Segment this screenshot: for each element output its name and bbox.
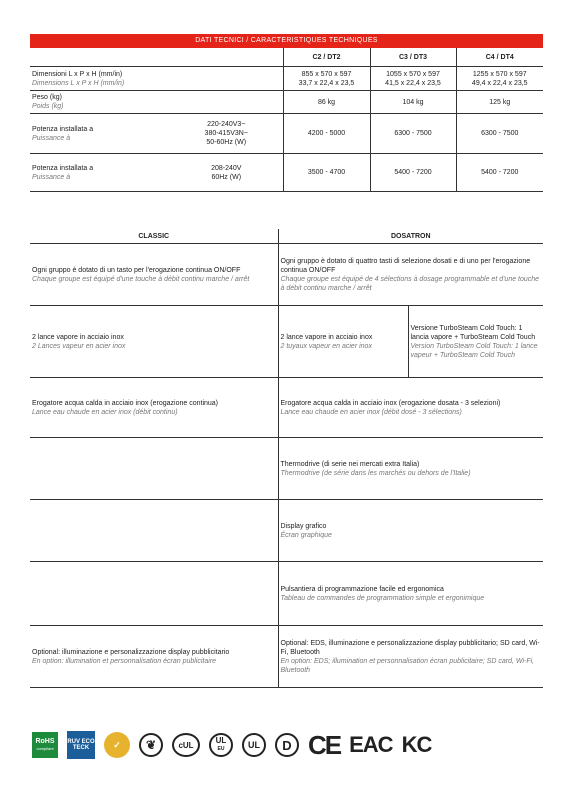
certification-logos — [32, 730, 492, 760]
classic-text-fr: Lance eau chaude en acier inox (débit continu) — [32, 408, 178, 416]
dosatron-text-fr: 2 tuyaux vapeur en acier inox — [280, 342, 372, 350]
cell-value: 1055 x 570 x 597 41,5 x 22,4 x 23,5 — [370, 67, 456, 91]
table-row — [30, 378, 543, 438]
model-header: C2 / DT2 — [283, 48, 370, 67]
comparison-table — [30, 229, 543, 688]
dosatron-text: Ogni gruppo è dotato di quattro tasti di selezione dosati e di uno per l'erogazione continua ON/OFF — [280, 257, 531, 274]
dosatron-text: Erogatore acqua calda in acciaio inox (erogazione dosata - 3 selezioni) — [280, 399, 501, 407]
classic-text-fr: En option: illumination et personnalisation écran publicitaire — [32, 657, 217, 665]
turbosteam-text: Versione TurboSteam Cold Touch: 1 lancia vapore + TurboSteam Cold Touch — [410, 324, 536, 341]
dosatron-text: 2 lance vapore in acciaio inox — [280, 333, 373, 341]
tech-specs-title: DATI TECNICI / CARACTERISTIQUES TECHNIQUES — [30, 34, 543, 48]
cell-value: 4200 - 5000 — [283, 114, 370, 154]
table-row — [30, 67, 543, 91]
d-mark-logo: D — [275, 733, 299, 757]
kc-logo: KC — [401, 732, 432, 757]
row-label: Dimensioni L x P x H (mm/in) — [32, 70, 123, 78]
classic-text: Optional: illuminazione e personalizzazione display pubblicitario — [32, 648, 230, 656]
table-row — [30, 626, 543, 688]
row-label: Peso (kg) — [32, 94, 62, 101]
cell-value: 6300 - 7500 — [370, 114, 456, 154]
dosatron-text-fr: Lance eau chaude en acier inox (débit dosé - 3 sélections) — [280, 408, 462, 416]
dosatron-text: Thermodrive (di serie nei mercati extra Italia) — [280, 460, 420, 468]
table-row — [30, 244, 543, 306]
dosatron-text-fr: En option: EDS; illumination et personnalisation écran publicitaire; SD card, Wi-Fi, Bluetooth — [280, 657, 535, 674]
ul-logo: UL — [242, 733, 266, 757]
row-label-fr: Puissance à — [32, 173, 71, 181]
cell-value: 6300 - 7500 — [456, 114, 543, 154]
table-row — [30, 438, 543, 500]
comparison-section — [30, 229, 543, 688]
classic-text-fr: 2 Lances vapeur en acier inox — [32, 342, 126, 350]
dosatron-text: Display grafico — [280, 522, 327, 530]
power-spec: 220-240V3~ 380-415V3N~ 50-60Hz (W) — [170, 114, 283, 154]
cell-value: 5400 - 7200 — [456, 154, 543, 192]
row-label: Potenza installata a — [32, 125, 94, 133]
cell-value: 86 kg — [283, 91, 370, 114]
turbosteam-text-fr: Version TurboSteam Cold Touch: 1 lance vapeur + TurboSteam Cold Touch — [410, 342, 538, 359]
table-row — [30, 500, 543, 562]
gold-seal-icon: ✓ — [104, 732, 130, 758]
table-row — [30, 154, 543, 192]
rohs-logo: RoHS compliant — [32, 732, 58, 758]
cell-value: 855 x 570 x 597 33,7 x 22,4 x 23,5 — [283, 67, 370, 91]
tech-specs-section — [30, 34, 543, 192]
table-row — [30, 91, 543, 114]
table-row — [30, 562, 543, 626]
eac-logo: EAC — [349, 732, 393, 757]
ruv-ecoteck-logo: RUV ECO TECK — [67, 731, 95, 759]
row-label-fr: Puissance à — [32, 134, 71, 142]
tech-specs-table — [30, 48, 543, 192]
cell-value: 125 kg — [456, 91, 543, 114]
table-row — [30, 114, 543, 154]
classic-text: Erogatore acqua calda in acciaio inox (erogazione continua) — [32, 399, 219, 407]
dosatron-text-fr: Écran graphique — [280, 531, 332, 539]
cell-value: 3500 - 4700 — [283, 154, 370, 192]
row-label-fr: Dimensions L x P x H (mm/in) — [32, 79, 125, 87]
dosatron-header: DOSATRON — [278, 229, 543, 244]
classic-header: CLASSIC — [30, 229, 278, 244]
dosatron-text-fr: Chaque groupe est équipé de 4 sélections à dosage programmable et d'une touche à débit continu marche / arrêt — [280, 275, 540, 292]
row-label-fr: Poids (kg) — [32, 103, 64, 110]
dosatron-text-fr: Tableau de commandes de programmation simple et ergonimique — [280, 594, 485, 602]
ce-logo: CE — [308, 729, 341, 760]
cell-value: 104 kg — [370, 91, 456, 114]
ul-eu-logo: UL EU — [209, 733, 233, 757]
cell-value: 5400 - 7200 — [370, 154, 456, 192]
dosatron-text: Pulsantiera di programmazione facile ed ergonomica — [280, 585, 444, 593]
power-spec: 208-240V 60Hz (W) — [170, 154, 283, 192]
cell-value: 1255 x 570 x 597 49,4 x 22,4 x 23,5 — [456, 67, 543, 91]
classic-text: Ogni gruppo è dotato di un tasto per l'erogazione continua ON/OFF — [32, 266, 241, 274]
row-label: Potenza installata a — [32, 164, 94, 172]
classic-text: 2 lance vapore in acciaio inox — [32, 333, 124, 341]
cul-logo: cUL — [172, 733, 200, 757]
leaf-seal-icon: ❦ — [139, 733, 163, 757]
model-header: C3 / DT3 — [370, 48, 456, 67]
table-row — [30, 306, 543, 378]
model-header: C4 / DT4 — [456, 48, 543, 67]
dosatron-text-fr: Thermodrive (de série dans les marchés ou dehors de l'Italie) — [280, 469, 471, 477]
classic-text-fr: Chaque groupe est équipé d'une touche à débit continu marche / arrêt — [32, 275, 250, 283]
dosatron-text: Optional: EDS, illuminazione e personalizzazione display pubblicitario; SD card, Wi-Fi, Bluetooth — [280, 639, 540, 656]
